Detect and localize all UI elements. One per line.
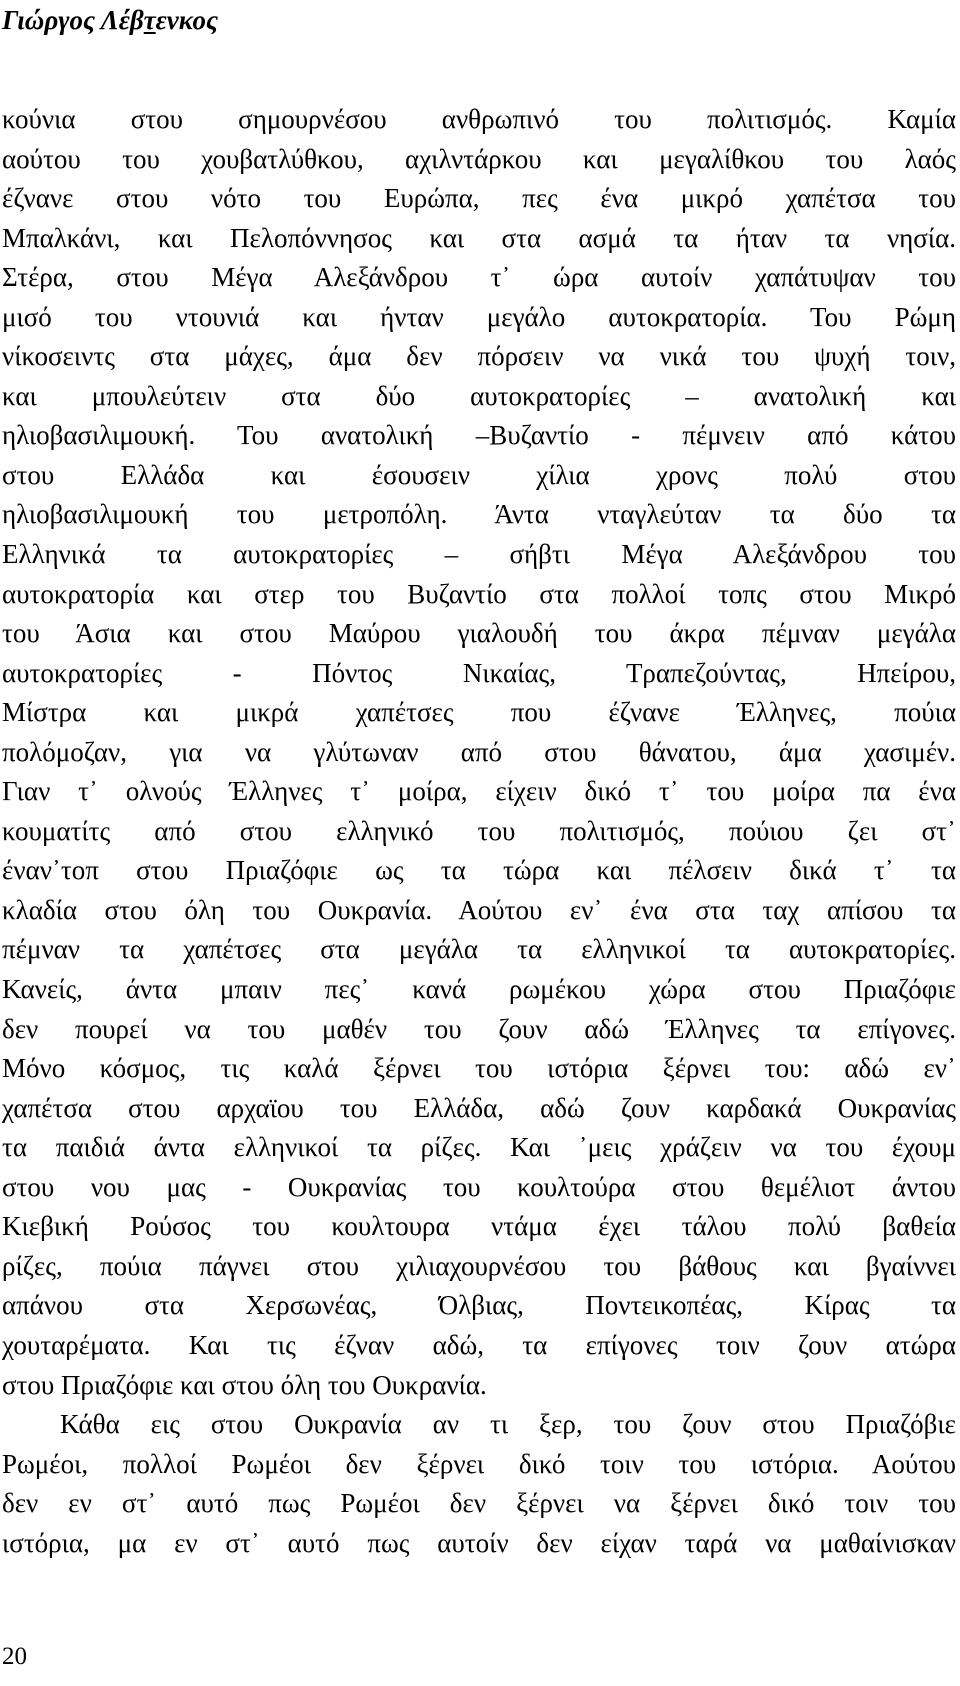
text-line: Γιαν τ᾽ ολνούς Έλληνες τ᾽ μοίρα, είχειν δικό τ᾽ του μοίρα πα ένα <box>2 776 956 807</box>
text-line: μισό του ντουνιά και ήνταν μεγάλο αυτοκρατορία. Του Ρώμη <box>2 301 956 332</box>
text-line: αούτου του χουβατλύθκου, αχιλντάρκου και μεγαλίθκου του λαός <box>2 143 956 174</box>
text-line: πολόμοζαν, για να γλύτωναν από στου θάνατου, άμα χασιμέν. <box>2 736 956 767</box>
text-line: απάνου στα Χερσωνέας, Όλβιας, Ποντεικοπέας, Κίρας τα <box>2 1290 956 1321</box>
text-line: στου Ελλάδα και έσουσειν χίλια χρονς πολύ στου <box>2 459 956 490</box>
page-number: 20 <box>2 1643 27 1670</box>
text-line: Ελληνικά τα αυτοκρατορίες – σήβτι Μέγα Αλεξάνδρου του <box>2 539 956 570</box>
text-line-paragraph-start: Κάθα εις στου Ουκρανία αν τι ξερ, του ζουν στου Πριαζόβιε <box>60 1409 956 1440</box>
text-line: Μπαλκάνι, και Πελοπόννησος και στα ασμά τα ήταν τα νησία. <box>2 222 956 253</box>
text-line: ηλιοβασιλιμουκή. Του ανατολική –Βυζαντίο - πέμνειν από κάτου <box>2 420 956 451</box>
text-line: χαπέτσα στου αρχαϊου του Ελλάδα, αδώ ζουν καρδακά Ουκρανίας <box>2 1092 956 1123</box>
text-line: τα παιδιά άντα ελληνικοί τα ρίζες. Και ᾽μεις χράζειν να του έχουμ <box>2 1132 956 1163</box>
running-header-underlined-letter: τ <box>143 5 156 35</box>
running-header-text: Γιώργος Λέβ <box>2 5 144 35</box>
text-line: δεν εν στ᾽ αυτό πως Ρωμέοι δεν ξέρνει να ξέρνει δικό τοιν του <box>2 1488 956 1519</box>
text-line-paragraph-end: στου Πριαζόφιε και στου όλη του Ουκρανία. <box>2 1369 487 1400</box>
text-line: Ρωμέοι, πολλοί Ρωμέοι δεν ξέρνει δικό τοιν του ιστόρια. Αούτου <box>2 1448 956 1479</box>
text-line: έναν᾽τοπ στου Πριαζόφιε ως τα τώρα και πέλσειν δικά τ᾽ τα <box>2 855 956 886</box>
text-line: αυτοκρατορίες - Πόντος Νικαίας, Τραπεζούντας, Ηπείρου, <box>2 657 956 688</box>
text-line: δεν πουρεί να του μαθέν του ζουν αδώ Έλληνες τα επίγονες. <box>2 1013 956 1044</box>
text-line: ρίζες, πούια πάγνει στου χιλιαχουρνέσου του βάθους και βγαίννει <box>2 1250 956 1281</box>
text-line: κούνια στου σημουρνέσου ανθρωπινό του πολιτισμός. Καμία <box>2 104 956 134</box>
text-line: του Άσια και στου Μαύρου γιαλουδή του άκρα πέμναν μεγάλα <box>2 618 956 649</box>
text-line: χουταρέματα. Και τις έζναν αδώ, τα επίγονες τοιν ζουν ατώρα <box>2 1329 956 1360</box>
text-line: Στέρα, στου Μέγα Αλεξάνδρου τ᾽ ώρα αυτοίν χαπάτυψαν του <box>2 262 956 293</box>
page-body <box>2 100 956 1563</box>
text-line: έζνανε στου νότο του Ευρώπα, πες ένα μικρό χαπέτσα του <box>2 183 956 214</box>
text-line: Κιεβική Ρούσος του κουλτουρα ντάμα έχει τάλου πολύ βαθεία <box>2 1211 956 1242</box>
text-line: Κανείς, άντα μπαιν πες᾽ κανά ρωμέκου χώρα στου Πριαζόφιε <box>2 974 956 1005</box>
running-header-text-end: ενκος <box>155 5 219 35</box>
text-line: κλαδία στου όλη του Ουκρανία. Αούτου εν᾽ ένα στα ταχ απίσου τα <box>2 894 956 925</box>
text-line: πέμναν τα χαπέτσες στα μεγάλα τα ελληνικοί τα αυτοκρατορίες. <box>2 934 956 965</box>
running-title-full <box>0 0 1 1</box>
text-line: Μίστρα και μικρά χαπέτσες που έζνανε Έλληνες, πούια <box>2 697 956 728</box>
text-line: ιστόρια, μα εν στ᾽ αυτό πως αυτοίν δεν είχαν ταρά να μαθαίνισκαν <box>2 1527 956 1558</box>
text-line: και μπουλεύτειν στα δύο αυτοκρατορίες – ανατολική και <box>2 380 956 411</box>
running-header <box>2 2 218 38</box>
text-line: ηλιοβασιλιμουκή του μετροπόλη. Άντα νταγλεύταν τα δύο τα <box>2 499 956 530</box>
text-line: νίκοσειντς στα μάχες, άμα δεν πόρσειν να νικά του ψυχή τοιν, <box>2 341 956 372</box>
text-line: Μόνο κόσμος, τις καλά ξέρνει του ιστόρια ξέρνει του: αδώ εν᾽ <box>2 1053 956 1084</box>
text-line: αυτοκρατορία και στερ του Βυζαντίο στα πολλοί τοπς στου Μικρό <box>2 578 956 609</box>
text-line: κουματίτς από στου ελληνικό του πολιτισμός, πούιου ζει στ᾽ <box>2 815 956 846</box>
text-line: στου νου μας - Ουκρανίας του κουλτούρα στου θεμέλιοτ άντου <box>2 1171 956 1202</box>
